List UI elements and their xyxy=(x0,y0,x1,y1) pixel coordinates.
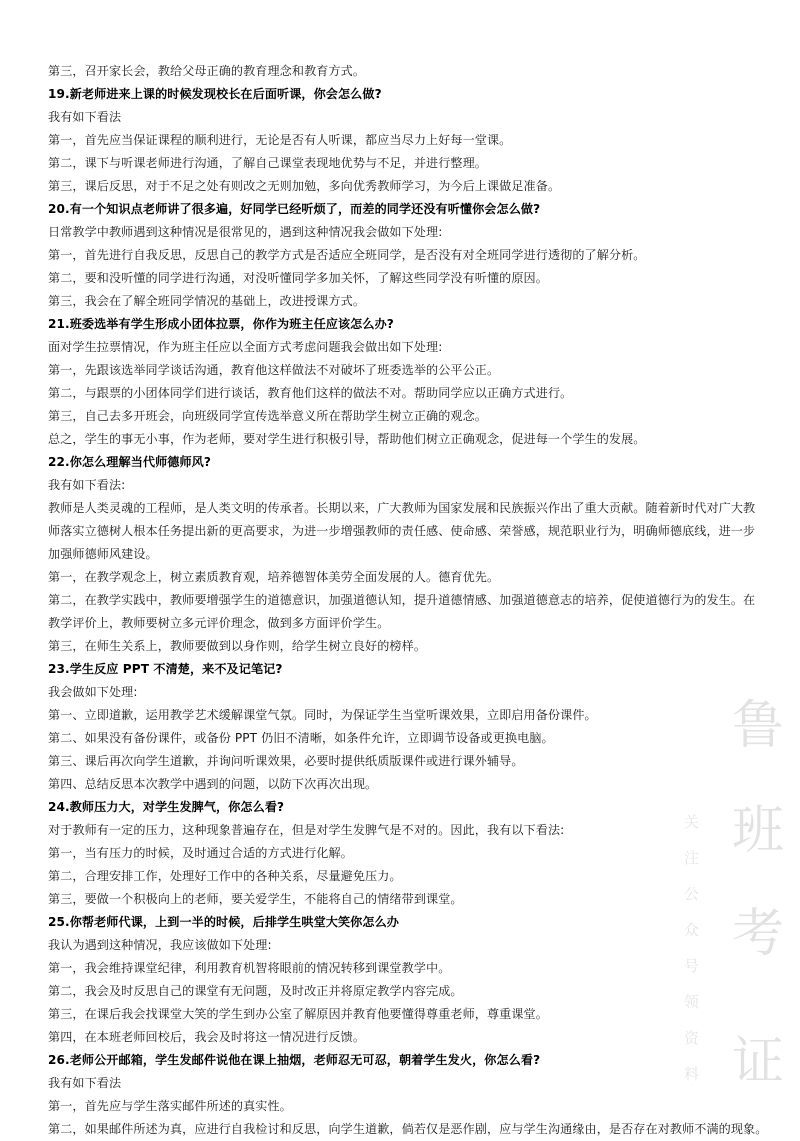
paragraph-line: 第三，自己去多开班会，向班级同学宣传选举意义所在帮助学生树立正确的观念。 xyxy=(48,409,487,423)
paragraph-line: 日常教学中教师遇到这种情况是很常见的，遇到这种情况我会做如下处理: xyxy=(48,225,443,239)
question-heading: 23.学生反应 PPT 不清楚，来不及记笔记? xyxy=(48,662,283,676)
question-heading: 20.有一个知识点老师讲了很多遍，好同学已经听烦了，而差的同学还没有听懂你会怎么做? xyxy=(48,202,541,216)
paragraph-line: 教学评价上，教师要树立多元评价理念，做到多方面评价学生。 xyxy=(48,616,390,630)
question-heading: 22.你怎么理解当代师德师风? xyxy=(48,455,211,469)
watermark-subtext: 关 注 公 众 号 领 资 料 xyxy=(684,813,700,1083)
paragraph-line: 第二，要和没听懂的同学进行沟通，对没听懂同学多加关怀，了解这些同学没有听懂的原因。 xyxy=(48,271,548,285)
paragraph-line: 我认为遇到这种情况，我应该做如下处理: xyxy=(48,938,272,952)
paragraph-line: 第三，召开家长会，教给父母正确的教育理念和教育方式。 xyxy=(48,64,366,78)
paragraph-line: 第二、如果没有备份课件，或备份 PPT 仍旧不清晰，如条件允许，立即调节设备或更换电脑。 xyxy=(48,731,554,745)
question-heading: 21.班委选举有学生形成小团体拉票，你作为班主任应该怎么办? xyxy=(48,317,394,331)
paragraph-line: 第一，我会维持课堂纪律，利用教育机智将眼前的情况转移到课堂教学中。 xyxy=(48,961,451,975)
watermark-char-1: 鲁 xyxy=(732,696,785,756)
paragraph-line: 第一，在教学观念上，树立素质教育观，培养德智体美劳全面发展的人。德育优先。 xyxy=(48,570,500,584)
paragraph-line: 第四、总结反思本次教学中遇到的问题，以防下次再次出现。 xyxy=(48,777,378,791)
paragraph-line: 第三，课后反思，对于不足之处有则改之无则加勉，多向优秀教师学习，为今后上课做足准备。 xyxy=(48,179,561,193)
paragraph-line: 第一，首先应当保证课程的顺利进行，无论是否有人听课，都应当尽力上好每一堂课。 xyxy=(48,133,512,147)
paragraph-line: 第三、课后再次向学生道歉，并询问听课效果，必要时提供纸质版课件或进行课外辅导。 xyxy=(48,754,524,768)
paragraph-line: 第一、立即道歉，运用教学艺术缓解课堂气氛。同时，为保证学生当堂听课效果，立即启用备份课件。 xyxy=(48,708,597,722)
paragraph-line: 我有如下看法: xyxy=(48,478,126,492)
question-heading: 19.新老师进来上课的时候发现校长在后面听课，你会怎么做? xyxy=(48,87,382,101)
paragraph-line: 第二，我会及时反思自己的课堂有无问题，及时改正并将原定教学内容完成。 xyxy=(48,984,463,998)
paragraph-line: 第一，首先进行自我反思，反思自己的教学方式是否适应全班同学，是否没有对全班同学进行透彻的了解分析。 xyxy=(48,248,646,262)
paragraph-line: 我会做如下处理: xyxy=(48,685,138,699)
paragraph-line: 第三，在师生关系上，教师要做到以身作则，给学生树立良好的榜样。 xyxy=(48,639,427,653)
paragraph-line: 第一，当有压力的时候，及时通过合适的方式进行化解。 xyxy=(48,846,353,860)
paragraph-line: 对于教师有一定的压力，这种现象普遍存在，但是对学生发脾气是不对的。因此，我有以下看法: xyxy=(48,823,565,837)
paragraph-line: 第三，在课后我会找课堂大笑的学生到办公室了解原因并教育他要懂得尊重老师，尊重课堂。 xyxy=(48,1007,548,1021)
paragraph-line: 我有如下看法 xyxy=(48,110,122,124)
paragraph-line: 第二，课下与听课老师进行沟通，了解自己课堂表现地优势与不足，并进行整理。 xyxy=(48,156,487,170)
watermark-char-3: 考 xyxy=(732,904,785,964)
paragraph-line: 第一，首先应与学生落实邮件所述的真实性。 xyxy=(48,1099,292,1113)
paragraph-line: 第二，合理安排工作，处理好工作中的各种关系，尽量避免压力。 xyxy=(48,869,402,883)
paragraph-line: 总之，学生的事无小事，作为老师，要对学生进行积极引导，帮助他们树立正确观念，促进每一个学生的发展。 xyxy=(48,432,646,446)
paragraph-line: 第三，我会在了解全班同学情况的基础上，改进授课方式。 xyxy=(48,294,366,308)
paragraph-line: 第二，与跟票的小团体同学们进行谈话，教育他们这样的做法不对。帮助同学应以正确方式进行。 xyxy=(48,386,573,400)
paragraph-line: 我有如下看法 xyxy=(48,1076,122,1090)
paragraph-line: 第一，先跟该选举同学谈话沟通，教育他这样做法不对破坏了班委选举的公平公正。 xyxy=(48,363,500,377)
watermark-char-4: 证 xyxy=(732,1032,785,1092)
document-body xyxy=(48,60,788,1141)
paragraph-line: 第二，如果邮件所述为真，应进行自我检讨和反思，向学生道歉，倘若仅是恶作剧，应与学生沟通缘由，是否存在对教师不满的现象。 xyxy=(48,1122,768,1136)
paragraph-line: 师落实立德树人根本任务提出新的更高要求，为进一步增强教师的责任感、使命感、荣誉感，规范职业行为，明确师德底线，进一步 xyxy=(48,524,756,538)
watermark-char-2: 班 xyxy=(732,801,785,861)
paragraph-line: 加强师德师风建设。 xyxy=(48,547,158,561)
paragraph-line: 面对学生拉票情况，作为班主任应以全面方式考虑问题我会做出如下处理: xyxy=(48,340,443,354)
paragraph-line: 第四，在本班老师回校后，我会及时将这一情况进行反馈。 xyxy=(48,1030,366,1044)
paragraph-line: 第二，在教学实践中，教师要增强学生的道德意识，加强道德认知，提升道德情感、加强道德意志的培养，促使道德行为的发生。在 xyxy=(48,593,756,607)
question-heading: 26.老师公开邮箱，学生发邮件说他在课上抽烟，老师忍无可忍，朝着学生发火，你怎么看? xyxy=(48,1053,541,1067)
paragraph-line: 教师是人类灵魂的工程师，是人类文明的传承者。长期以来，广大教师为国家发展和民族振兴作出了重大贡献。随着新时代对广大教 xyxy=(48,501,756,515)
question-heading: 24.教师压力大，对学生发脾气，你怎么看? xyxy=(48,800,285,814)
question-heading: 25.你帮老师代课，上到一半的时候，后排学生哄堂大笑你怎么办 xyxy=(48,915,399,929)
paragraph-line: 第三，要做一个积极向上的老师，要关爱学生，不能将自己的情绪带到课堂。 xyxy=(48,892,463,906)
